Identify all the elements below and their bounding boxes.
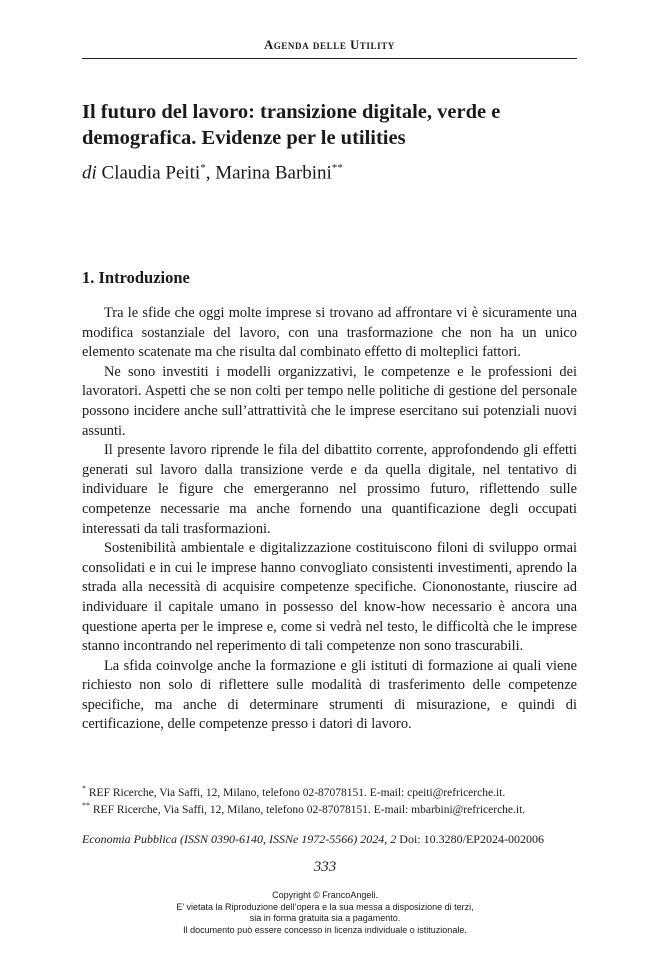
doi: Doi: 10.3280/EP2024-002006: [399, 832, 544, 846]
author-2-footnote-mark: **: [331, 162, 343, 174]
copyright-line: Copyright © FrancoAngeli.: [272, 890, 378, 900]
copyright-line: Il documento può essere concesso in licenza individuale o istituzionale.: [183, 924, 467, 935]
copyright-line: sia in forma gratuita sia a pagamento.: [249, 913, 401, 924]
paragraph: La sfida coinvolge anche la formazione e gli istituti di formazione ai quali viene richiesto non solo di riflettere sulle modalità di trasferimento delle competenze specifiche, ma anche di determinare strumenti di misurazione, e quindi di certificazione, delle competenze presso i datori di lavoro.: [82, 657, 577, 733]
copyright-notice: [0, 890, 650, 936]
author-1: Claudia Peiti: [101, 162, 201, 184]
section-heading: 1. Introduzione: [82, 268, 190, 287]
footnote-mark: **: [82, 801, 90, 810]
paragraph: Sostenibilità ambientale e digitalizzazione costituiscono filoni di sviluppo ormai consolidati e in cui le imprese hanno convogliato consistenti investimenti, aprendo la strada alla necessità di acquisire competenze specifiche. Ciononostante, riuscire ad individuare il capitale umano in possesso del know-how necessario è ancora una questione aperta per le imprese e, come si vedrà nel testo, le difficoltà che le imprese stanno incontrando nel reperimento di tali competenze non sono trascurabili.: [82, 540, 577, 655]
byline-prefix: di: [82, 162, 97, 184]
journal-citation: [82, 832, 577, 847]
byline: [82, 156, 577, 185]
footnote-2: [82, 797, 577, 819]
author-2: Marina Barbini: [215, 162, 332, 184]
footnote-text: REF Ricerche, Via Saffi, 12, Milano, telefono 02-87078151. E-mail: cpeiti@refricerche.it.: [88, 786, 506, 799]
article-title: Il futuro del lavoro: transizione digitale, verde e demografica. Evidenze per le utilities: [82, 101, 501, 149]
copyright-line: E’ vietata la Riproduzione dell’opera e la sua messa a disposizione di terzi,: [176, 901, 474, 912]
paragraph: Il presente lavoro riprende le fila del dibattito corrente, approfondendo gli effetti generati sul lavoro dalla transizione verde e da quella digitale, nel tentativo di individuare le figure che emergeranno nel prossimo futuro, riflettendo sulle competenze necessarie ma anche fornendo una quantificazione degli occupati interessati da tali trasformazioni.: [82, 442, 577, 537]
journal-name: Economia Pubblica (ISSN 0390-6140, ISSNe 1972-5566) 2024, 2: [82, 832, 397, 846]
body-text: [82, 304, 577, 735]
header-rule: [82, 58, 577, 59]
author-1-footnote-mark: *: [200, 162, 206, 174]
paragraph: Tra le sfide che oggi molte imprese si trovano ad affrontare vi è sicuramente una modifica sostanziale del lavoro, con una trasformazione che non ha un unico elemento scatenate ma che risulta dal combinato effetto di molteplici fattori.: [82, 305, 577, 361]
footnote-mark: *: [82, 784, 86, 793]
page-number: 333: [313, 859, 337, 875]
running-header: Agenda delle Utility: [264, 38, 395, 52]
author-separator: ,: [205, 162, 216, 184]
footnote-text: REF Ricerche, Via Saffi, 12, Milano, telefono 02-87078151. E-mail: mbarbini@refricerche.it.: [92, 803, 526, 816]
paragraph: Ne sono investiti i modelli organizzativi, le competenze e le professioni dei lavoratori. Aspetti che se non colti per tempo nelle politiche di gestione del personale possono incidere anche sull’attrattività che le imprese esercitano sui potenziali nuovi assunti.: [82, 363, 577, 439]
